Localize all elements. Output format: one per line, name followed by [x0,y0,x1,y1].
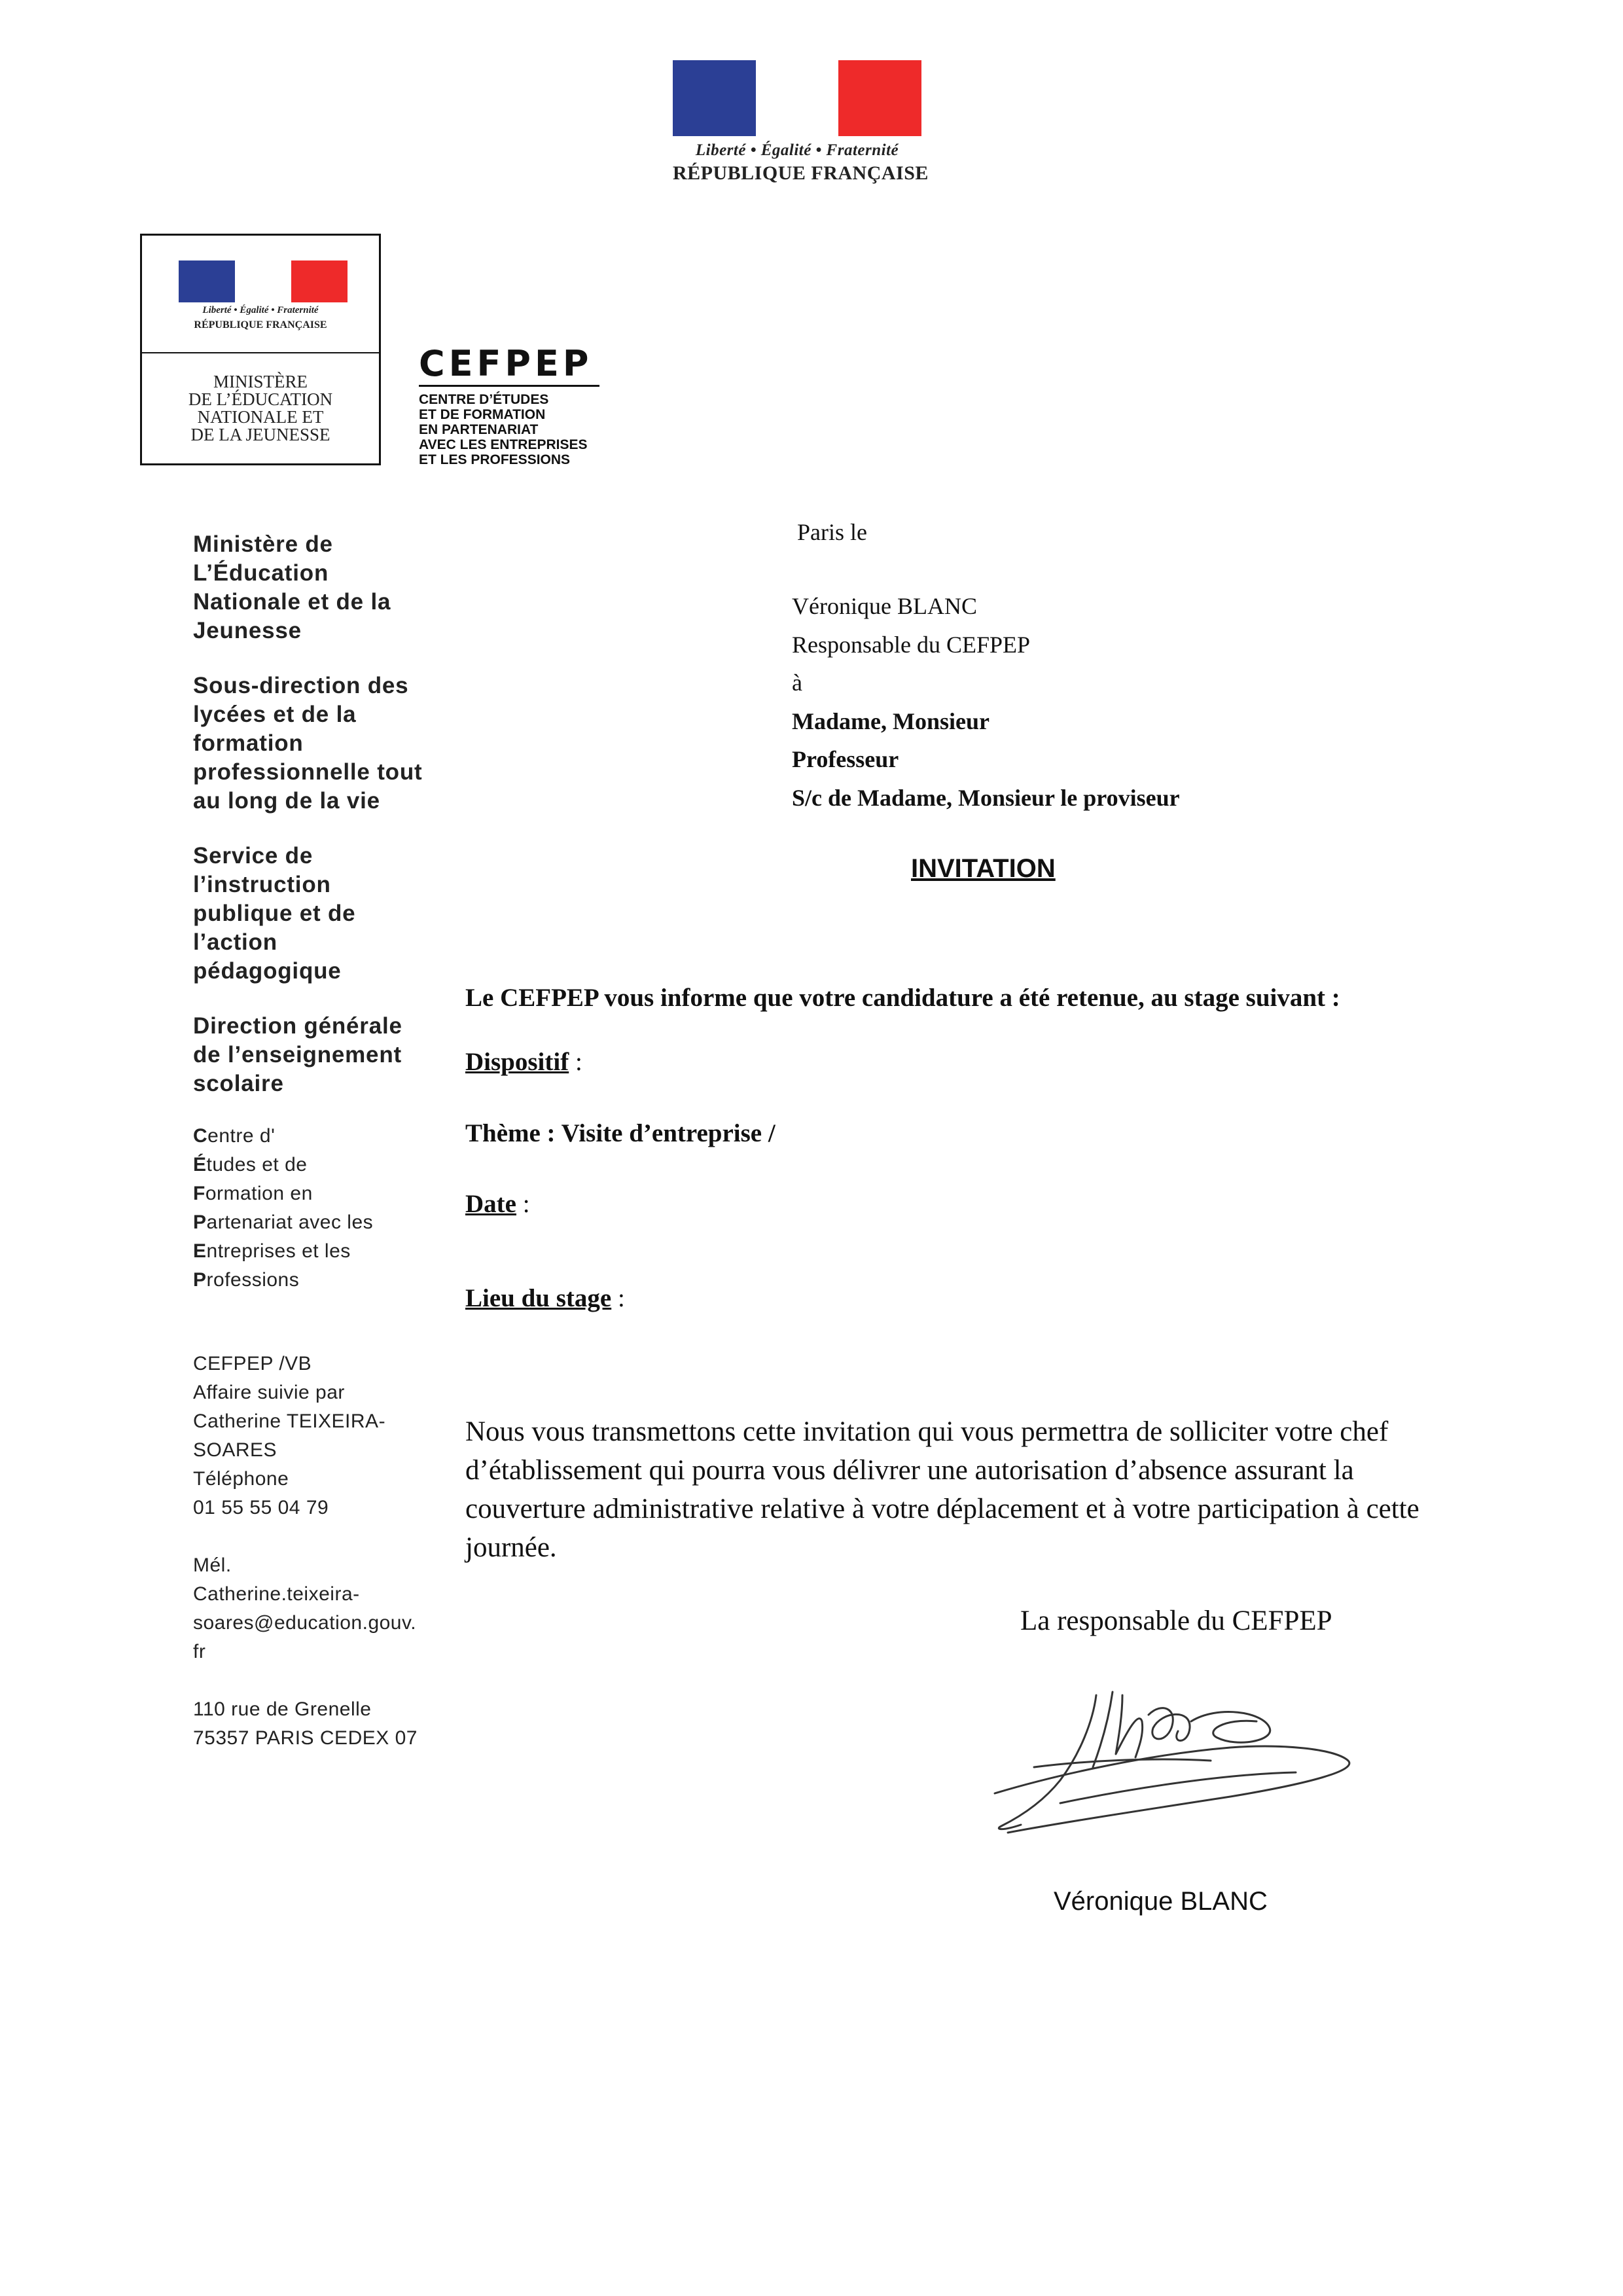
acronym-rest: artenariat avec les [206,1211,374,1233]
sidebar-line: Sous-direction des [193,673,409,698]
sidebar-line: L’Éducation [193,560,329,586]
sidebar-line: Mél. [193,1554,232,1576]
ministry-name [142,373,379,444]
acronym-rest: rofessions [206,1269,300,1291]
sidebar-line: de l’enseignement [193,1042,402,1067]
sidebar-line: professionnelle tout [193,759,423,785]
cefpep-logo-title: CEFPEP [419,343,593,384]
sidebar-line: au long de la vie [193,788,380,814]
sidebar-line: pédagogique [193,958,342,984]
phone-number: 01 55 55 04 79 [193,1497,329,1518]
ministry-name-line: DE LA JEUNESSE [190,425,330,444]
acronym-rest: ormation en [205,1183,313,1204]
logo-motto: Liberté • Égalité • Fraternité [695,141,899,159]
sidebar-centre [193,1122,435,1295]
ministry-logo-upper [142,236,379,353]
marianne-flag-small-icon [179,260,348,302]
marianne-flag-icon [673,60,921,136]
body-line: journée. [465,1532,557,1563]
to-word: à [792,670,802,696]
ministry-name-line: MINISTÈRE [213,372,308,391]
acronym-letter: F [193,1183,205,1204]
sender-name: Véronique BLANC [792,593,977,619]
sidebar-line: scolaire [193,1071,284,1096]
sidebar-line: Nationale et de la [193,589,391,615]
sidebar-contact [193,1350,435,1753]
sidebar-line: Téléphone [193,1468,289,1490]
sidebar-line [193,1237,435,1266]
sidebar [193,530,435,1753]
sidebar-service [193,842,435,986]
sidebar-line [193,1151,435,1179]
email-address-line: soares@education.gouv. [193,1612,417,1634]
field-separator: : [569,1048,582,1076]
sidebar-direction [193,1012,435,1098]
body-line: Nous vous transmettons cette invitation qui vous permettra de solliciter votre chef [465,1416,1389,1447]
field-label: Lieu du stage [465,1284,612,1312]
cefpep-logo-rule [419,385,599,387]
sidebar-line: lycées et de la [193,702,357,727]
logo-republique: RÉPUBLIQUE FRANÇAISE [673,162,929,184]
body-paragraph [465,1412,1506,1567]
signature-icon [982,1676,1374,1839]
sidebar-line: formation [193,730,304,756]
cefpep-subtitle-line: ET LES PROFESSIONS [419,452,571,467]
recipient: Madame, Monsieur [792,708,990,734]
sidebar-line [193,1122,435,1151]
body-line: couverture administrative relative à votre déplacement et à votre participation à cette [465,1494,1419,1524]
acronym-letter: É [193,1154,207,1175]
email-address-line: Catherine.teixeira- [193,1583,360,1605]
sidebar-line: CEFPEP /VB [193,1353,312,1374]
page-title: INVITATION [911,854,1056,883]
date-line: Paris le [797,519,867,545]
cefpep-subtitle-line: CENTRE D’ÉTUDES [419,392,549,407]
intro-paragraph: Le CEFPEP vous informe que votre candidature a été retenue, au stage suivant : [465,984,1340,1012]
acronym-rest: tudes et de [206,1154,308,1175]
field-label: Date [465,1190,516,1218]
sidebar-line: Direction générale [193,1013,402,1039]
cefpep-subtitle-line: AVEC LES ENTREPRISES [419,437,588,452]
sidebar-line: Service de [193,843,313,869]
field-separator: : [516,1190,530,1218]
sidebar-ministry [193,530,435,645]
acronym-letter: P [193,1269,207,1291]
ministry-logo-motto: Liberté • Égalité • Fraternité [202,305,319,315]
recipient-role: Professeur [792,746,899,772]
closing-line: La responsable du CEFPEP [1020,1605,1332,1636]
address-line: 75357 PARIS CEDEX 07 [193,1727,418,1749]
field-separator: : [611,1284,625,1312]
address-line: 110 rue de Grenelle [193,1698,372,1720]
field-lieu [465,1283,625,1313]
sidebar-line: SOARES [193,1439,277,1461]
acronym-rest: ntreprises et les [206,1240,351,1262]
address-block [792,587,1180,817]
acronym-letter: P [193,1211,207,1233]
signer-name: Véronique BLANC [1054,1887,1268,1916]
cefpep-logo-subtitle [419,392,628,467]
sidebar-line [193,1179,435,1208]
sidebar-line: publique et de [193,901,356,926]
sidebar-line: Catherine TEIXEIRA- [193,1410,386,1432]
field-theme: Thème : Visite d’entreprise / [465,1119,776,1147]
body-line: d’établissement qui pourra vous délivrer une autorisation d’absence assurant la [465,1455,1354,1486]
cefpep-logo [419,343,628,467]
ministry-name-line: NATIONALE ET [197,407,324,427]
ministry-logo-box [140,234,381,465]
acronym-rest: entre d' [207,1125,276,1147]
republique-francaise-logo [673,60,929,203]
sidebar-sous-direction [193,672,435,816]
sidebar-line: Affaire suivie par [193,1382,345,1403]
ministry-logo-republique: RÉPUBLIQUE FRANÇAISE [194,319,327,331]
email-address-line: fr [193,1641,206,1662]
sidebar-line: Ministère de [193,531,333,557]
field-date [465,1189,530,1219]
field-dispositif [465,1047,582,1077]
via-line: S/c de Madame, Monsieur le proviseur [792,784,1180,811]
ministry-name-line: DE L’ÉDUCATION [188,389,333,409]
sidebar-line [193,1208,435,1237]
sender-role: Responsable du CEFPEP [792,631,1031,658]
cefpep-subtitle-line: ET DE FORMATION [419,407,546,422]
sidebar-line: l’action [193,929,277,955]
cefpep-subtitle-line: EN PARTENARIAT [419,422,539,437]
acronym-letter: E [193,1240,207,1262]
acronym-letter: C [193,1125,208,1147]
sidebar-line [193,1266,435,1295]
field-label: Dispositif [465,1048,569,1076]
sidebar-line: Jeunesse [193,618,302,643]
sidebar-line: l’instruction [193,872,331,897]
